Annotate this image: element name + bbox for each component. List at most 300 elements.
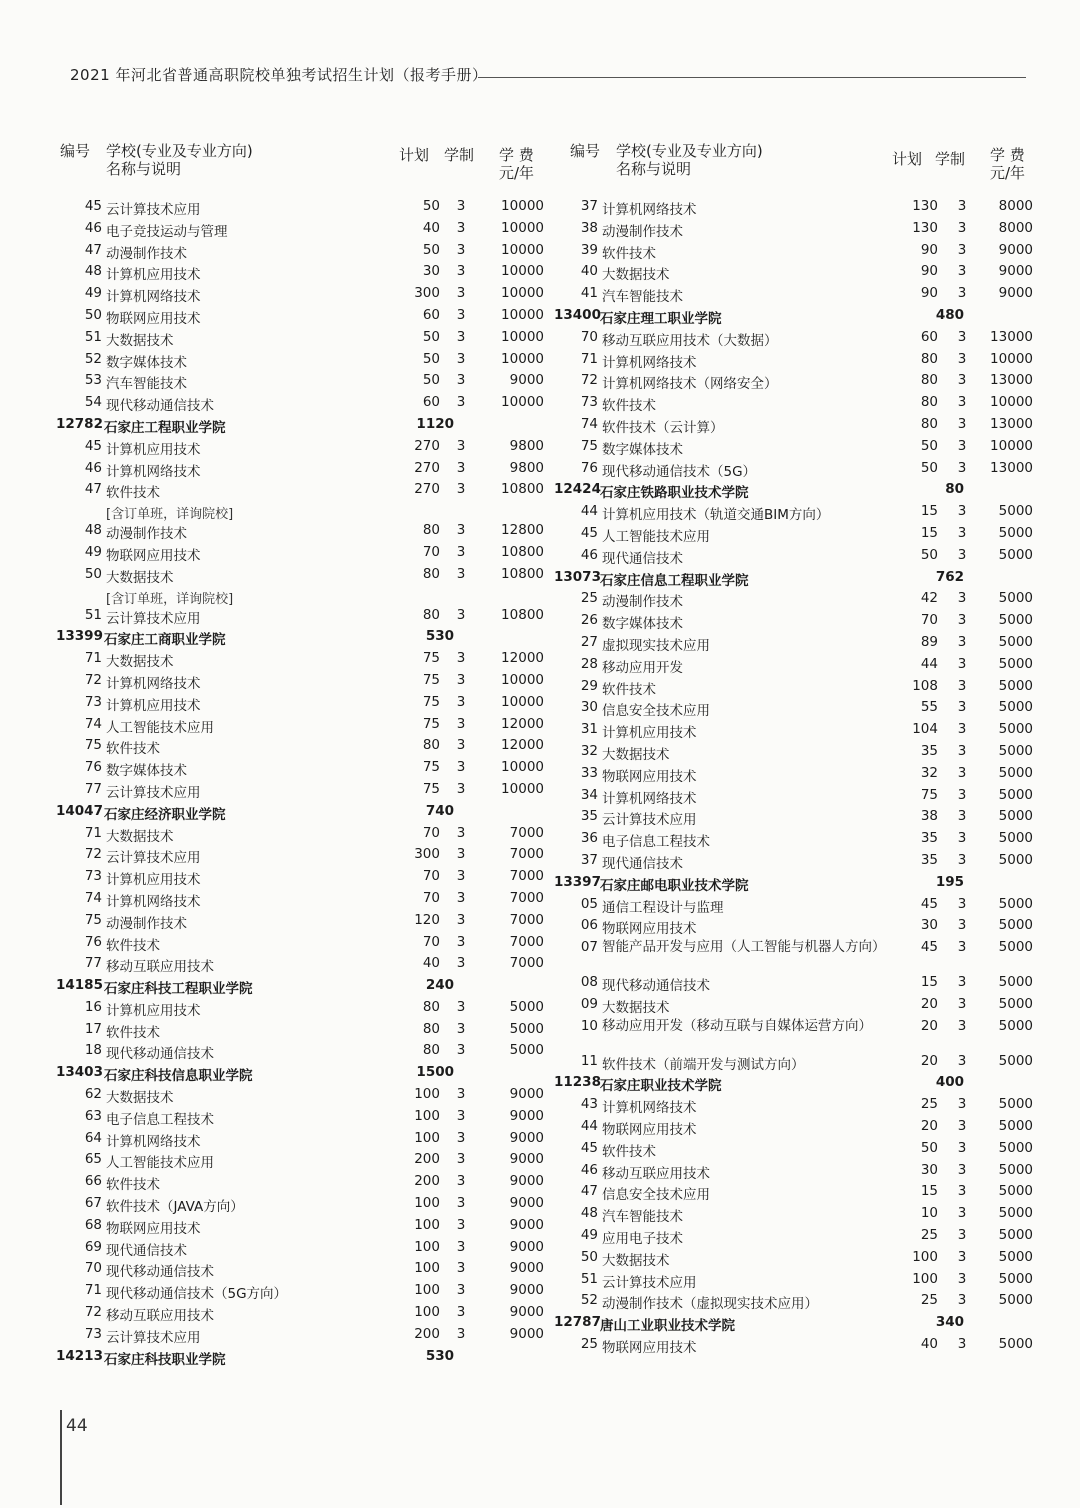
- major-fee: 10800: [501, 606, 544, 623]
- major-code: 70: [84, 1260, 102, 1277]
- note-text: [含订单班，详询院校]: [106, 591, 234, 607]
- major-fee: 5000: [998, 1052, 1033, 1069]
- major-name: 大数据技术: [106, 1090, 174, 1107]
- major-name: 虚拟现实技术应用: [602, 637, 710, 654]
- major-name: 数字媒体技术: [602, 616, 683, 633]
- major-fee: 9000: [998, 263, 1033, 280]
- major-years: 3: [957, 612, 967, 629]
- major-fee: 10800: [501, 543, 544, 560]
- major-years: 3: [957, 1227, 967, 1244]
- major-code: 45: [580, 1139, 598, 1156]
- major-plan: 30: [920, 1161, 938, 1178]
- major-years: 3: [456, 328, 466, 345]
- major-fee: 5000: [998, 1336, 1033, 1353]
- major-plan: 300: [414, 285, 440, 302]
- major-code: 50: [580, 1248, 598, 1265]
- major-name: 计算机网络技术（网络安全）: [602, 376, 778, 393]
- major-row: [550, 994, 1050, 1016]
- header-fee: 学 费: [990, 146, 1025, 164]
- major-name: 智能产品开发与应用（人工智能与机器人方向）: [602, 939, 886, 956]
- major-fee: 5000: [998, 524, 1033, 541]
- major-plan: 70: [920, 612, 938, 629]
- school-code: 12424: [554, 481, 601, 498]
- school-row: [44, 1062, 544, 1084]
- major-code: 73: [84, 1325, 102, 1342]
- major-fee: 5000: [998, 764, 1033, 781]
- major-fee: 5000: [998, 1096, 1033, 1113]
- major-code: 66: [84, 1173, 102, 1190]
- school-code: 13400: [554, 306, 601, 323]
- major-fee: 5000: [998, 1161, 1033, 1178]
- major-name: 计算机网络技术: [106, 1133, 201, 1150]
- major-name: 动漫制作技术: [602, 594, 683, 611]
- major-plan: 100: [414, 1195, 440, 1212]
- major-fee: 10000: [501, 241, 544, 258]
- major-row: [44, 866, 544, 888]
- major-plan: 80: [422, 565, 440, 582]
- major-plan: 200: [414, 1151, 440, 1168]
- major-years: 3: [456, 933, 466, 950]
- major-plan: 80: [920, 350, 938, 367]
- major-fee: 5000: [998, 1183, 1033, 1200]
- major-plan: 130: [912, 219, 938, 236]
- major-row: [44, 564, 544, 586]
- major-row: [44, 1193, 544, 1215]
- major-years: 3: [957, 939, 967, 956]
- major-name: 汽车智能技术: [106, 376, 187, 393]
- school-row: [44, 1346, 544, 1368]
- school-name: 石家庄工程职业学院: [104, 419, 226, 436]
- major-fee: 10800: [501, 565, 544, 582]
- major-note: [44, 501, 544, 523]
- major-code: 08: [580, 974, 598, 991]
- major-row: [550, 1160, 1050, 1182]
- school-name: 石家庄科技职业学院: [104, 1351, 226, 1368]
- major-code: 72: [84, 671, 102, 688]
- header-code: 编号: [570, 142, 601, 160]
- major-row: [550, 654, 1050, 676]
- major-fee: 13000: [990, 415, 1033, 432]
- major-years: 3: [456, 671, 466, 688]
- major-name: 移动互联应用技术: [106, 959, 214, 976]
- major-code: 41: [580, 285, 598, 302]
- major-row: [44, 218, 544, 240]
- major-code: 29: [580, 677, 598, 694]
- major-row: [44, 844, 544, 866]
- major-years: 3: [456, 693, 466, 710]
- major-fee: 9000: [509, 1325, 544, 1342]
- major-name: 电子信息工程技术: [602, 834, 710, 851]
- major-row: [44, 520, 544, 542]
- major-row: [550, 349, 1050, 371]
- major-years: 3: [957, 742, 967, 759]
- major-row: [550, 1225, 1050, 1247]
- major-years: 3: [957, 851, 967, 868]
- major-fee: 10000: [501, 693, 544, 710]
- major-fee: 10000: [501, 263, 544, 280]
- page-number: 44: [66, 1416, 88, 1436]
- major-years: 3: [957, 974, 967, 991]
- major-years: 3: [957, 350, 967, 367]
- major-plan: 100: [414, 1216, 440, 1233]
- major-years: 3: [456, 285, 466, 302]
- major-row: [550, 1051, 1050, 1073]
- major-name: 计算机网络技术: [106, 289, 201, 306]
- major-fee: 5000: [998, 1292, 1033, 1309]
- major-code: 52: [84, 350, 102, 367]
- major-code: 27: [580, 633, 598, 650]
- major-years: 3: [456, 824, 466, 841]
- school-name: 石家庄理工职业学院: [600, 310, 722, 327]
- major-code: 63: [84, 1107, 102, 1124]
- major-fee: 5000: [998, 590, 1033, 607]
- major-fee: 5000: [509, 1020, 544, 1037]
- major-years: 3: [957, 677, 967, 694]
- major-row: [44, 1258, 544, 1280]
- major-plan: 100: [414, 1304, 440, 1321]
- major-name: 动漫制作技术: [106, 245, 187, 262]
- major-row: [550, 937, 1050, 972]
- major-name: 现代通信技术: [106, 1242, 187, 1259]
- major-code: 37: [580, 198, 598, 214]
- major-name: 云计算技术应用: [106, 784, 201, 801]
- major-name: 大数据技术: [602, 267, 670, 284]
- school-plan-total: 480: [935, 306, 964, 323]
- major-fee: 5000: [998, 974, 1033, 991]
- major-name: 移动应用开发: [602, 659, 683, 676]
- major-name: 计算机网络技术: [602, 354, 697, 371]
- major-code: 48: [580, 1205, 598, 1222]
- major-name: 大数据技术: [106, 332, 174, 349]
- major-row: [44, 670, 544, 692]
- major-plan: 108: [912, 677, 938, 694]
- major-name: 软件技术: [602, 681, 656, 698]
- major-code: 25: [580, 1336, 598, 1353]
- major-code: 11: [580, 1052, 598, 1069]
- major-name: 软件技术: [106, 1024, 160, 1041]
- major-row: [550, 1094, 1050, 1116]
- major-fee: 9000: [998, 285, 1033, 302]
- major-row: [550, 915, 1050, 937]
- major-code: 49: [84, 285, 102, 302]
- major-years: 3: [957, 1161, 967, 1178]
- major-plan: 40: [920, 1336, 938, 1353]
- major-name: 人工智能技术应用: [106, 719, 214, 736]
- header-plan: 计划: [892, 150, 923, 168]
- major-plan: 42: [920, 590, 938, 607]
- major-fee: 9800: [509, 459, 544, 476]
- major-code: 36: [580, 830, 598, 847]
- major-fee: 5000: [998, 699, 1033, 716]
- major-code: 49: [84, 543, 102, 560]
- school-name: 石家庄科技信息职业学院: [104, 1068, 253, 1085]
- major-row: [44, 283, 544, 305]
- major-name: 计算机应用技术: [106, 267, 201, 284]
- major-plan: 25: [920, 1096, 938, 1113]
- major-plan: 90: [920, 285, 938, 302]
- major-code: 44: [580, 1118, 598, 1135]
- major-row: [44, 997, 544, 1019]
- major-name: 计算机应用技术: [106, 1002, 201, 1019]
- major-years: 3: [957, 524, 967, 541]
- major-code: 33: [580, 764, 598, 781]
- header-fee-unit: 元/年: [499, 164, 535, 182]
- school-plan-total: 240: [425, 977, 454, 994]
- major-years: 3: [456, 1325, 466, 1342]
- major-name: 软件技术: [106, 741, 160, 758]
- major-fee: 12000: [501, 650, 544, 667]
- major-name: 人工智能技术应用: [106, 1155, 214, 1172]
- major-plan: 30: [920, 917, 938, 934]
- note-text: [含订单班，详询院校]: [106, 507, 234, 523]
- school-row: [550, 1072, 1050, 1094]
- major-name: 软件技术: [106, 937, 160, 954]
- major-years: 3: [957, 285, 967, 302]
- major-plan: 100: [912, 1270, 938, 1287]
- major-plan: 80: [422, 1020, 440, 1037]
- major-fee: 5000: [998, 546, 1033, 563]
- major-plan: 100: [414, 1107, 440, 1124]
- major-fee: 5000: [998, 1270, 1033, 1287]
- major-plan: 35: [920, 851, 938, 868]
- major-years: 3: [456, 889, 466, 906]
- major-years: 3: [957, 764, 967, 781]
- major-name: 数字媒体技术: [106, 763, 187, 780]
- major-row: [550, 414, 1050, 436]
- major-code: 25: [580, 590, 598, 607]
- major-fee: 10000: [501, 306, 544, 323]
- major-row: [550, 850, 1050, 872]
- major-name: 软件技术: [602, 1143, 656, 1160]
- school-plan-total: 530: [425, 1347, 454, 1364]
- major-years: 3: [957, 1118, 967, 1135]
- major-fee: 9000: [509, 1195, 544, 1212]
- major-code: 76: [580, 459, 598, 476]
- major-code: 46: [580, 1161, 598, 1178]
- major-row: [44, 1040, 544, 1062]
- major-plan: 75: [422, 693, 440, 710]
- major-row: [44, 735, 544, 757]
- major-fee: 10000: [990, 394, 1033, 411]
- major-fee: 8000: [998, 219, 1033, 236]
- major-row: [550, 588, 1050, 610]
- major-code: 46: [84, 459, 102, 476]
- major-code: 76: [84, 933, 102, 950]
- major-plan: 80: [920, 394, 938, 411]
- major-years: 3: [957, 590, 967, 607]
- page-number-rule: [60, 1410, 62, 1505]
- major-years: 3: [957, 1205, 967, 1222]
- major-code: 06: [580, 917, 598, 934]
- major-name: 物联网应用技术: [106, 310, 201, 327]
- school-code: 13399: [56, 628, 103, 645]
- major-code: 47: [84, 481, 102, 498]
- major-name: 计算机应用技术: [602, 725, 697, 742]
- major-name: 物联网应用技术: [106, 1220, 201, 1237]
- major-fee: 10000: [501, 394, 544, 411]
- major-years: 3: [456, 481, 466, 498]
- major-years: 3: [957, 1248, 967, 1265]
- major-plan: 80: [422, 606, 440, 623]
- major-name: 大数据技术: [602, 746, 670, 763]
- header-years: 学制: [935, 150, 966, 168]
- major-plan: 50: [920, 1139, 938, 1156]
- major-row: [44, 240, 544, 262]
- major-plan: 40: [422, 955, 440, 972]
- major-plan: 104: [912, 721, 938, 738]
- major-name: 云计算技术应用: [106, 202, 201, 218]
- header-name-sub: 名称与说明: [106, 160, 182, 178]
- major-plan: 80: [920, 372, 938, 389]
- major-fee: 5000: [998, 995, 1033, 1012]
- major-years: 3: [456, 372, 466, 389]
- major-plan: 50: [920, 546, 938, 563]
- major-row: [550, 283, 1050, 305]
- major-years: 3: [456, 522, 466, 539]
- major-code: 64: [84, 1129, 102, 1146]
- major-row: [44, 910, 544, 932]
- school-name: 唐山工业职业技术学院: [600, 1318, 735, 1335]
- header-fee-unit: 元/年: [990, 164, 1026, 182]
- major-years: 3: [957, 1052, 967, 1069]
- major-row: [550, 523, 1050, 545]
- major-name: 大数据技术: [106, 569, 174, 586]
- major-plan: 100: [414, 1238, 440, 1255]
- major-fee: 9000: [509, 1304, 544, 1321]
- major-years: 3: [456, 565, 466, 582]
- major-name: 电子信息工程技术: [106, 1111, 214, 1128]
- major-code: 72: [84, 846, 102, 863]
- major-plan: 100: [414, 1282, 440, 1299]
- major-fee: 5000: [998, 655, 1033, 672]
- page-header-title: 2021 年河北省普通高职院校单独考试招生计划（报考手册）: [70, 66, 488, 84]
- major-code: 31: [580, 721, 598, 738]
- major-code: 46: [84, 219, 102, 236]
- major-name: 计算机应用技术（轨道交通BIM方向）: [602, 507, 830, 524]
- school-name: 石家庄经济职业学院: [104, 806, 226, 823]
- major-row: [550, 1247, 1050, 1269]
- major-fee: 5000: [998, 939, 1033, 956]
- major-years: 3: [957, 241, 967, 258]
- major-row: [44, 757, 544, 779]
- major-name: 通信工程设计与监理: [602, 899, 724, 916]
- major-years: 3: [957, 655, 967, 672]
- major-years: 3: [456, 1173, 466, 1190]
- major-plan: 300: [414, 846, 440, 863]
- major-code: 48: [84, 522, 102, 539]
- major-row: [44, 1302, 544, 1324]
- major-fee: 13000: [990, 372, 1033, 389]
- major-years: 3: [456, 1260, 466, 1277]
- major-years: 3: [456, 198, 466, 214]
- major-row: [44, 1106, 544, 1128]
- major-row: [44, 1149, 544, 1171]
- school-row: [44, 975, 544, 997]
- major-fee: 13000: [990, 328, 1033, 345]
- major-fee: 10000: [990, 350, 1033, 367]
- major-row: [44, 305, 544, 327]
- major-code: 67: [84, 1195, 102, 1212]
- major-fee: 10000: [501, 219, 544, 236]
- major-name: 大数据技术: [602, 1252, 670, 1269]
- major-name: 云计算技术应用: [106, 1329, 201, 1346]
- major-fee: 7000: [509, 868, 544, 885]
- major-years: 3: [957, 1096, 967, 1113]
- major-fee: 7000: [509, 889, 544, 906]
- major-code: 44: [580, 503, 598, 520]
- school-name: 石家庄科技工程职业学院: [104, 981, 253, 998]
- major-row: [44, 823, 544, 845]
- major-code: 74: [84, 889, 102, 906]
- major-name: 物联网应用技术: [602, 768, 697, 785]
- major-name: 大数据技术: [106, 828, 174, 845]
- major-years: 3: [957, 633, 967, 650]
- major-fee: 5000: [998, 721, 1033, 738]
- major-years: 3: [456, 306, 466, 323]
- major-plan: 50: [422, 241, 440, 258]
- major-row: [44, 953, 544, 975]
- major-row: [44, 1128, 544, 1150]
- major-name: 物联网应用技术: [602, 1122, 697, 1139]
- major-row: [550, 1181, 1050, 1203]
- header-name-sub: 名称与说明: [616, 160, 692, 178]
- major-years: 3: [456, 759, 466, 776]
- major-code: 09: [580, 995, 598, 1012]
- major-name: 物联网应用技术: [106, 547, 201, 564]
- major-fee: 9000: [509, 1173, 544, 1190]
- major-row: [44, 605, 544, 627]
- major-code: 51: [84, 606, 102, 623]
- major-row: [44, 932, 544, 954]
- major-plan: 80: [422, 998, 440, 1015]
- major-years: 3: [456, 1107, 466, 1124]
- major-plan: 55: [920, 699, 938, 716]
- major-row: [44, 714, 544, 736]
- major-years: 3: [456, 650, 466, 667]
- major-name: 计算机网络技术: [602, 790, 697, 807]
- major-name: 现代移动通信技术: [106, 398, 214, 415]
- major-code: 17: [84, 1020, 102, 1037]
- major-fee: 5000: [998, 830, 1033, 847]
- major-fee: 9000: [509, 1151, 544, 1168]
- major-row: [550, 196, 1050, 218]
- major-plan: 30: [422, 263, 440, 280]
- table-header: [44, 140, 544, 196]
- school-code: 13397: [554, 873, 601, 890]
- major-fee: 7000: [509, 824, 544, 841]
- major-row: [550, 632, 1050, 654]
- major-code: 37: [580, 851, 598, 868]
- major-fee: 10000: [501, 780, 544, 797]
- major-row: [44, 692, 544, 714]
- major-name: 现代通信技术: [602, 550, 683, 567]
- major-plan: 100: [414, 1086, 440, 1103]
- major-row: [550, 741, 1050, 763]
- major-code: 32: [580, 742, 598, 759]
- major-fee: 9000: [509, 1238, 544, 1255]
- major-plan: 50: [422, 328, 440, 345]
- major-name: 移动应用开发（移动互联与自媒体运营方向）: [602, 1017, 872, 1034]
- major-years: 3: [957, 503, 967, 520]
- major-row: [44, 1019, 544, 1041]
- major-plan: 50: [422, 350, 440, 367]
- major-row: [44, 349, 544, 371]
- major-years: 3: [957, 198, 967, 214]
- major-name: 计算机网络技术: [602, 202, 697, 218]
- major-name: 计算机网络技术: [602, 1100, 697, 1117]
- major-plan: 270: [414, 459, 440, 476]
- major-plan: 80: [422, 522, 440, 539]
